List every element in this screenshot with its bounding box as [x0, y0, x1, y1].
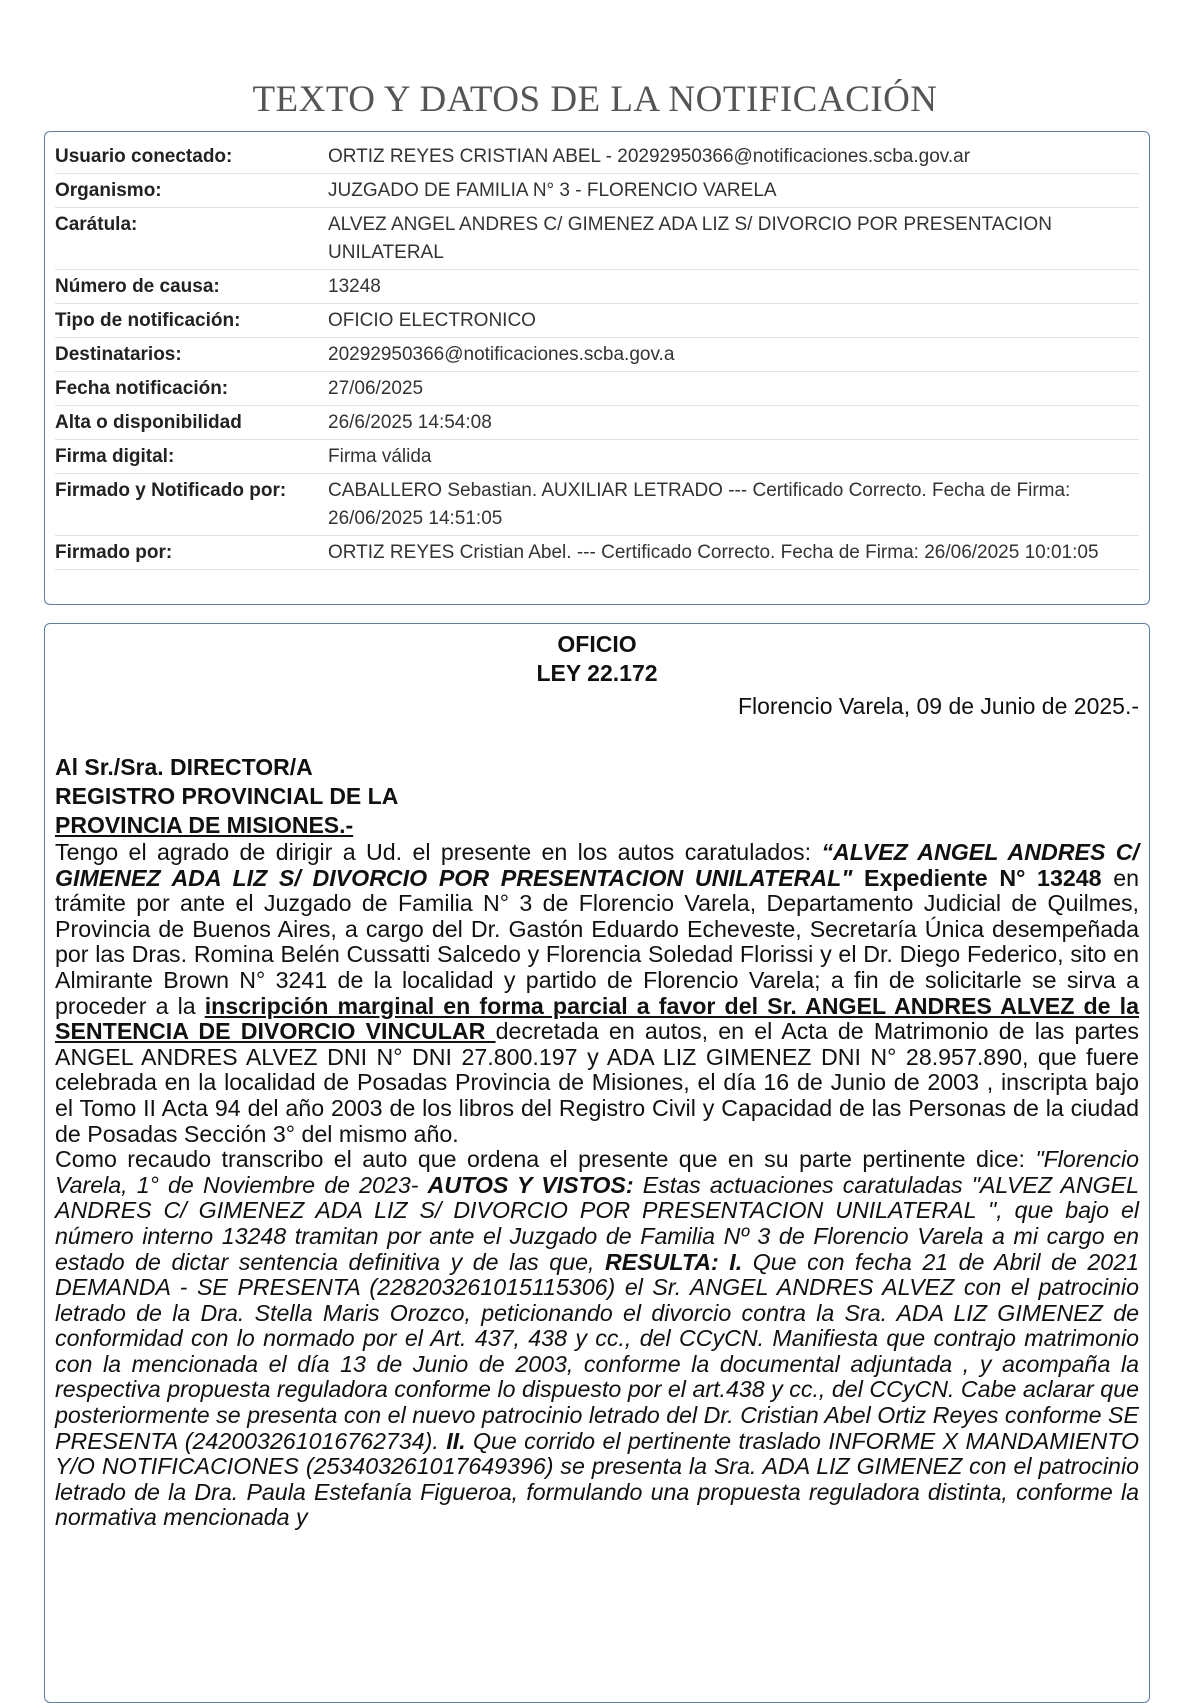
info-value: ORTIZ REYES CRISTIAN ABEL - 20292950366@notificaciones.scba.gov.ar [328, 146, 971, 167]
inscription-highlight: inscripción marginal en forma parcial a favor del Sr. ANGEL ANDRES ALVEZ de la SENTENCIA DE DIVORCIO VINCULAR [55, 992, 1139, 1045]
quote-run: Estas actuaciones caratuladas "ALVEZ ANGEL ANDRES C/ GIMENEZ ADA LIZ S/ DIVORCIO POR PRESENTACION UNILATERAL ", que bajo el número interno 13248 tramitan por ante el Juzgado de Familia Nº 3 de Florencio Varela a mi cargo en estado de dictar sentencia definitiva y de las que, [55, 1171, 1139, 1275]
info-label: Organismo: [55, 180, 162, 201]
info-label: Firma digital: [55, 446, 175, 467]
paragraph-request [55, 840, 1139, 1147]
document-heading: OFICIO [557, 631, 637, 657]
info-value: 13248 [328, 276, 381, 297]
info-row-tipo-notificacion [55, 304, 1139, 338]
info-label: Carátula: [55, 214, 138, 235]
quote-bold-run: AUTOS Y VISTOS: [427, 1171, 634, 1198]
info-row-fecha-notificacion [55, 372, 1139, 406]
text-run: decretada en autos, en el Acta de Matrimonio de las partes ANGEL ANDRES ALVEZ DNI N° DNI 27.800.197 y ADA LIZ GIMENEZ DNI N° 28.957.890, que fuere celebrada en la localidad de Posadas Provincia de Misiones, el día 16 de Junio de 2003 , inscripta bajo el Tomo II Acta 94 del año 2003 de los libros del Registro Civil y Capacidad de las Personas de la ciudad de Posadas Sección 3° del mismo año. [55, 1018, 1139, 1147]
document-date: Florencio Varela, 09 de Junio de 2025.- [737, 693, 1139, 719]
info-label: Alta o disponibilidad [55, 412, 242, 433]
info-value: OFICIO ELECTRONICO [328, 310, 536, 331]
info-label: Usuario conectado: [55, 146, 233, 167]
info-value: ALVEZ ANGEL ANDRES C/ GIMENEZ ADA LIZ S/ DIVORCIO POR PRESENTACION UNILATERAL [328, 214, 1052, 263]
info-row-usuario [55, 140, 1139, 174]
addressee-line: PROVINCIA DE MISIONES.- [55, 812, 354, 838]
info-value: Firma válida [328, 446, 432, 467]
info-row-alta [55, 406, 1139, 440]
paragraph-transcription [55, 1147, 1139, 1531]
info-value: 26/6/2025 14:54:08 [328, 412, 492, 433]
info-value: 20292950366@notificaciones.scba.gov.a [328, 344, 675, 365]
info-value: CABALLERO Sebastian. AUXILIAR LETRADO --- Certificado Correcto. Fecha de Firma: 26/06/2025 14:51:05 [328, 480, 1071, 529]
text-run: en trámite por ante el Juzgado de Familia N° 3 de Florencio Varela, Departamento Judicial de Quilmes, Provincia de Buenos Aires, a cargo del Dr. Gastón Eduardo Echeveste, Secretaría Única desempeñada por las Dras. Romina Belén Cussatti Salcedo y Florencia Soledad Florissi y el Dr. Diego Federico, sito en Almirante Brown N° 3241 de la localidad y partido de Florencio Varela; a fin de solicitarle se sirva a proceder a la [55, 864, 1140, 1019]
info-label: Destinatarios: [55, 344, 182, 365]
text-run: Como recaudo transcribo el auto que ordena el presente que en su parte pertinente dice: [55, 1146, 1036, 1173]
info-row-numero-causa [55, 270, 1139, 304]
info-row-organismo [55, 174, 1139, 208]
info-row-firmado-notificado [55, 474, 1139, 536]
info-value: JUZGADO DE FAMILIA N° 3 - FLORENCIO VARELA [328, 180, 777, 201]
addressee-line: Al Sr./Sra. DIRECTOR/A [55, 754, 313, 780]
info-label: Tipo de notificación: [55, 310, 241, 331]
quote-run: Que con fecha 21 de Abril de 2021 DEMANDA - SE PRESENTA (228203261015115306) el Sr. ANGEL ANDRES ALVEZ con el patrocinio letrado de la Dra. Stella Maris Orozco, peticionando el divorcio contra la Sra. ADA LIZ GIMENEZ de conformidad con lo normado por el Art. 437, 438 y cc., del CCyCN. Manifiesta que contrajo matrimonio con la mencionada el día 13 de Junio de 2003, conforme la documental adjuntada , y acompaña la respectiva propuesta reguladora conforme lo dispuesto por el art.438 y cc., del CCyCN. Cabe aclarar que posteriormente se presenta con el nuevo patrocinio letrado del Dr. Cristian Abel Ortiz Reyes conforme SE PRESENTA (242003261016762734). [55, 1248, 1139, 1454]
info-row-firmado-por [55, 536, 1139, 570]
case-number: Expediente N° 13248 [852, 864, 1102, 891]
page-title: TEXTO Y DATOS DE LA NOTIFICACIÓN [252, 79, 938, 120]
quote-bold-run: RESULTA: I. [604, 1248, 743, 1275]
info-label: Número de causa: [55, 276, 220, 297]
info-label: Firmado y Notificado por: [55, 480, 287, 501]
addressee-line: REGISTRO PROVINCIAL DE LA [55, 783, 399, 809]
quote-run: Que corrido el pertinente traslado INFORME X MANDAMIENTO Y/O NOTIFICACIONES (253403261017649396) se presenta la Sra. ADA LIZ GIMENEZ con el patrocinio letrado de la Dra. Paula Estefanía Figueroa, formulando una propuesta reguladora distinta, conforme la normativa mencionada y [55, 1427, 1140, 1531]
case-title: “ALVEZ ANGEL ANDRES C/ GIMENEZ ADA LIZ S/ DIVORCIO POR PRESENTACION UNILATERAL" [55, 839, 1139, 891]
quote-run: "Florencio Varela, 1° de Noviembre de 2023- [55, 1146, 1139, 1198]
info-row-destinatarios [55, 338, 1139, 372]
info-value: ORTIZ REYES Cristian Abel. --- Certificado Correcto. Fecha de Firma: 26/06/2025 10:01:05 [328, 542, 1099, 563]
notification-info-panel [44, 131, 1150, 605]
info-value: 27/06/2025 [328, 378, 424, 399]
oficio-document-panel [44, 623, 1150, 1703]
addressee-block [55, 753, 1139, 840]
info-row-caratula [55, 208, 1139, 270]
info-label: Firmado por: [55, 542, 173, 563]
info-row-firma-digital [55, 440, 1139, 474]
text-run: Tengo el agrado de dirigir a Ud. el presente en los autos caratulados: [55, 839, 822, 865]
quote-bold-run: II. [446, 1427, 466, 1454]
document-subheading: LEY 22.172 [536, 660, 658, 686]
info-label: Fecha notificación: [55, 378, 229, 399]
